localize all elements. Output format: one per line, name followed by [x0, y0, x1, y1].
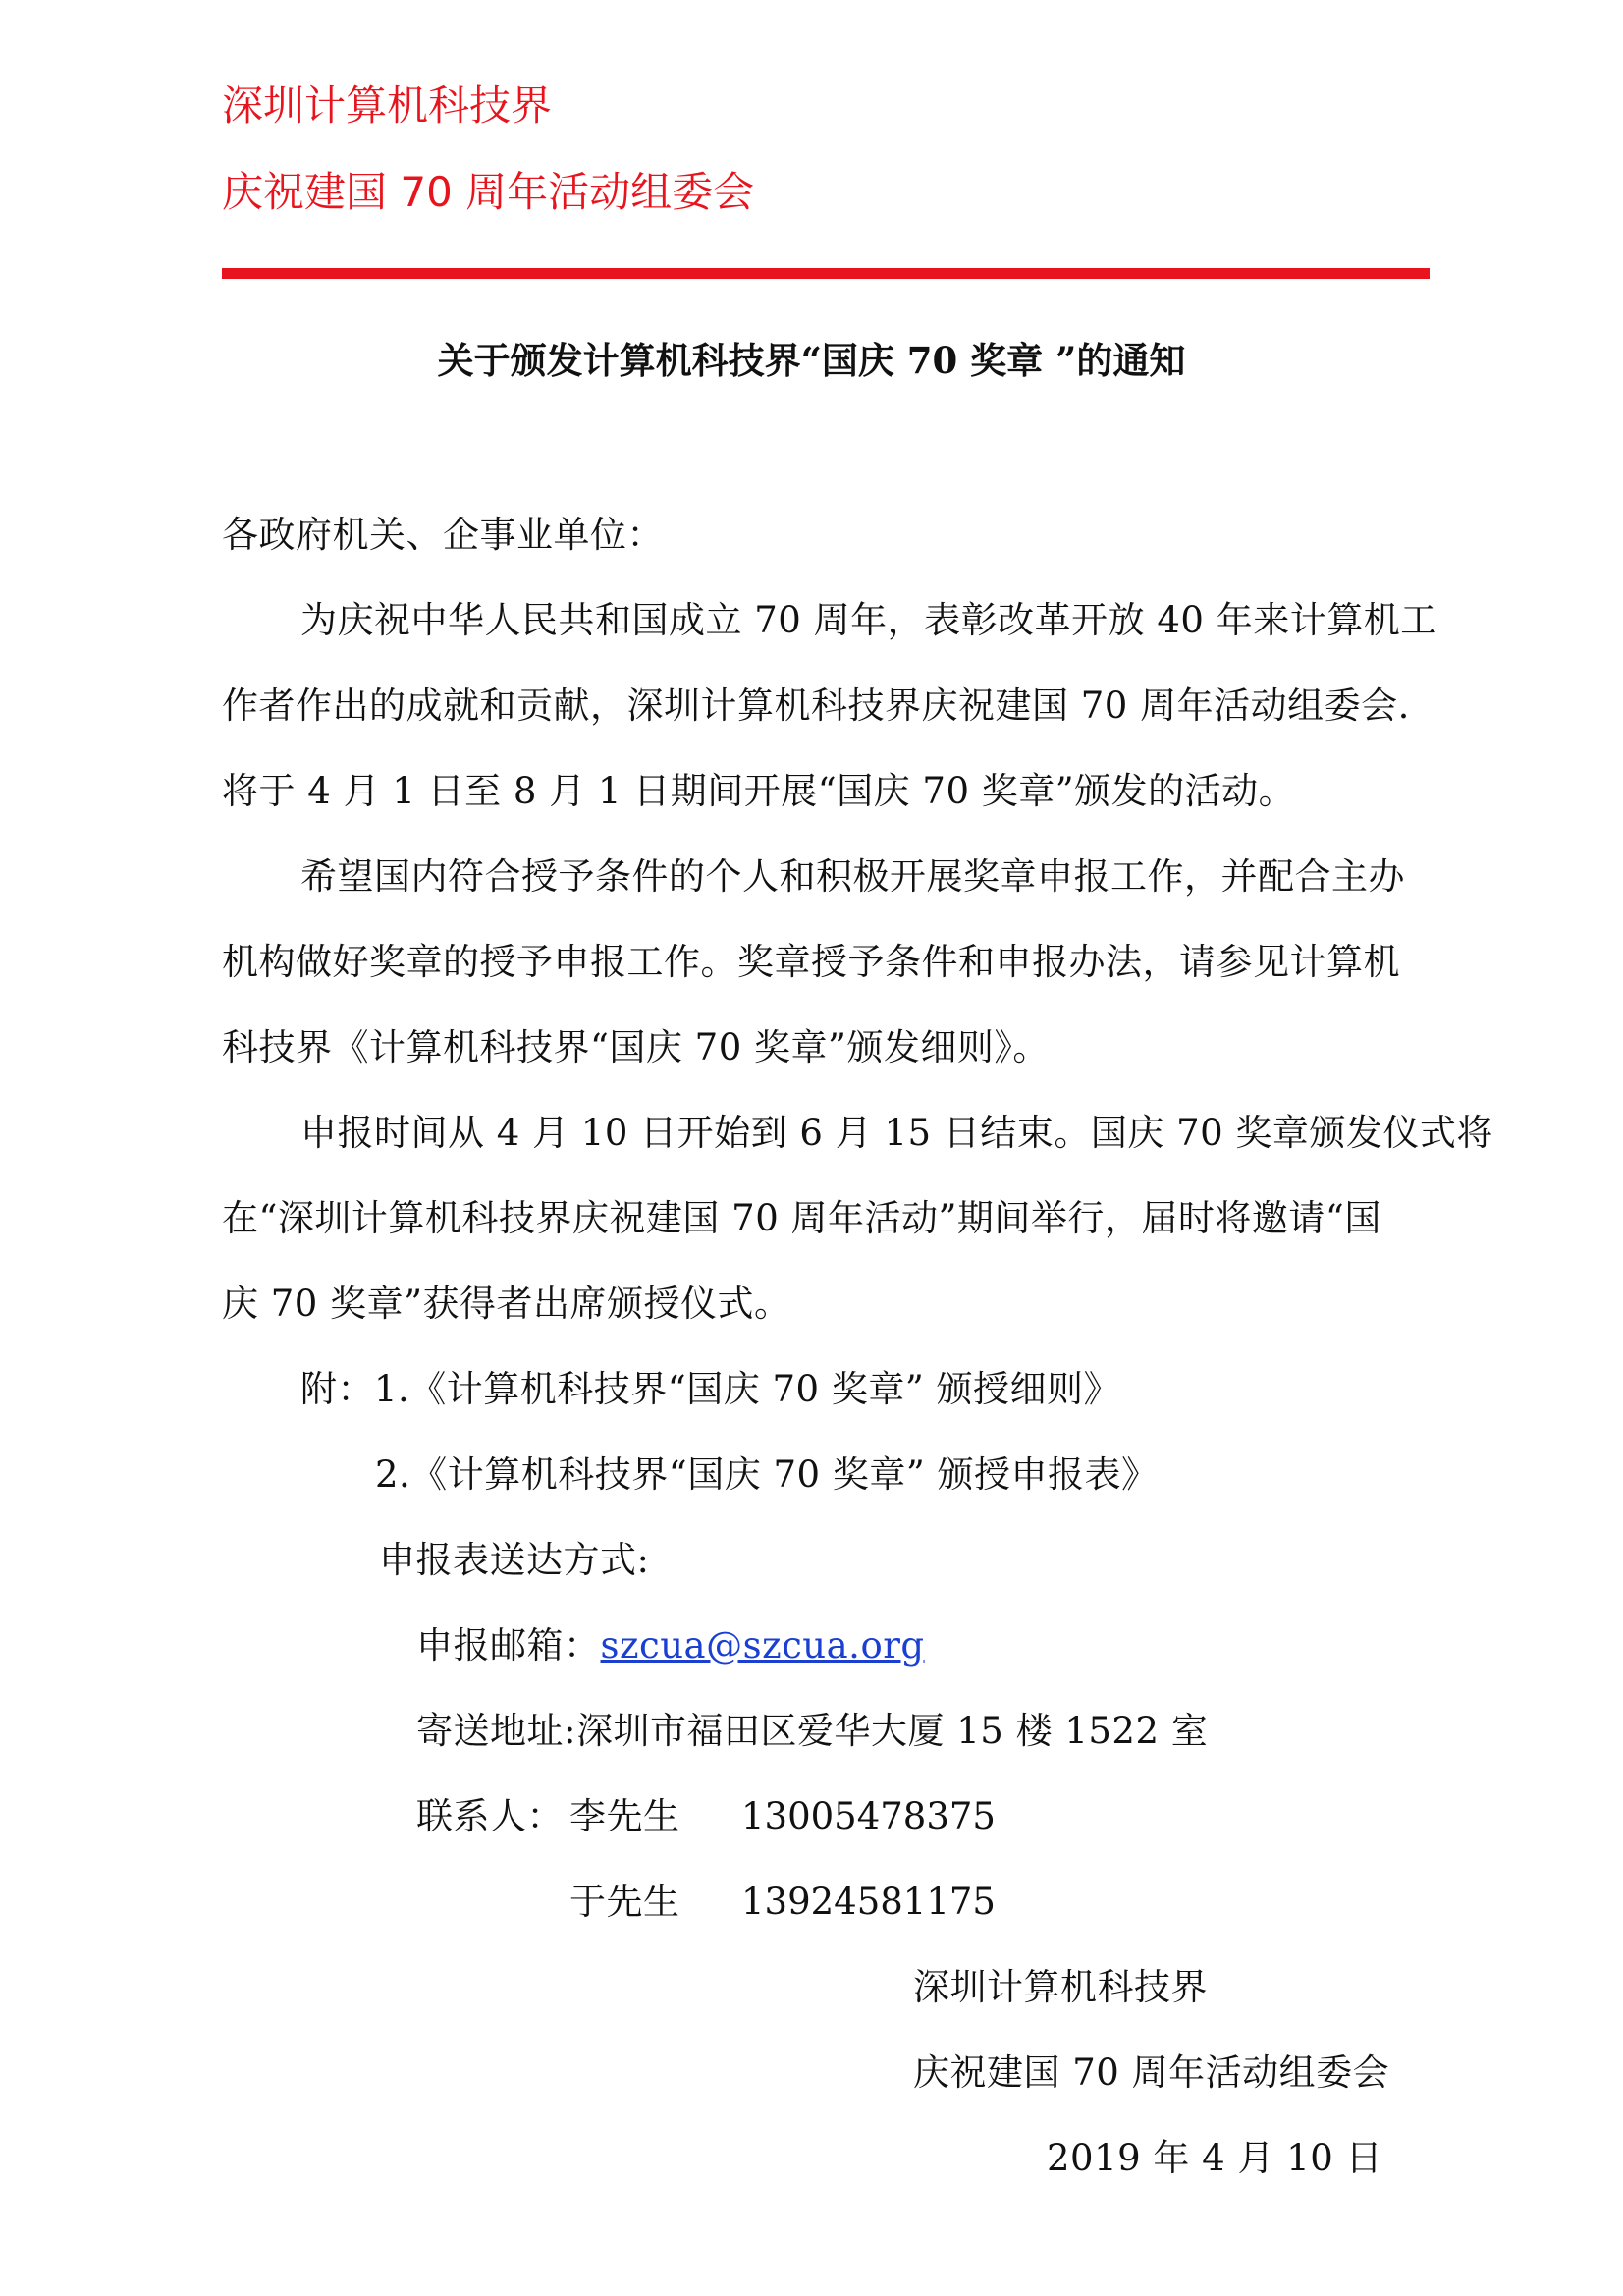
letterhead-org-line1: 深圳计算机科技界	[222, 82, 553, 130]
paragraph-3-line-1: 申报时间从 4 月 10 日开始到 6 月 15 日结束。国庆 70 奖章颁发仪式将	[300, 1112, 1493, 1154]
email-row	[416, 1621, 925, 1670]
email-label: 申报邮箱：	[416, 1624, 601, 1667]
paragraph-3-line-3: 庆 70 奖章”获得者出席颁授仪式。	[222, 1283, 791, 1325]
signature-org-line1: 深圳计算机科技界	[913, 1966, 1208, 2008]
paragraph-1-line-1: 为庆祝中华人民共和国成立 70 周年，表彰改革开放 40 年来计算机工	[300, 599, 1437, 641]
letterhead-divider	[222, 268, 1430, 279]
paragraph-1-line-3: 将于 4 月 1 日至 8 月 1 日期间开展“国庆 70 奖章”颁发的活动。	[222, 770, 1296, 812]
mailing-address: 寄送地址:深圳市福田区爱华大厦 15 楼 1522 室	[416, 1710, 1209, 1752]
signature-date: 2019 年 4 月 10 日	[1047, 2137, 1383, 2179]
paragraph-2-line-3: 科技界《计算机科技界“国庆 70 奖章”颁发细则》。	[222, 1026, 1050, 1068]
letterhead-org-line2: 庆祝建国 70 周年活动组委会	[222, 168, 755, 216]
contact-1-phone: 13005478375	[741, 1795, 996, 1837]
paragraph-2-line-2: 机构做好奖章的授予申报工作。奖章授予条件和申报办法，请参见计算机	[222, 941, 1400, 983]
paragraph-2-line-1: 希望国内符合授予条件的个人和积极开展奖章申报工作，并配合主办	[300, 855, 1405, 898]
contact-label: 联系人：	[416, 1795, 564, 1837]
contact-2-name: 于先生	[569, 1881, 680, 1923]
attachment-item-1: 附：1.《计算机科技界“国庆 70 奖章” 颁授细则》	[300, 1368, 1120, 1410]
email-link[interactable]: szcua@szcua.org	[600, 1624, 925, 1667]
notice-title: 关于颁发计算机科技界“国庆 70 奖章 ”的通知	[437, 339, 1186, 382]
paragraph-3-line-2: 在“深圳计算机科技界庆祝建国 70 周年活动”期间举行，届时将邀请“国	[222, 1197, 1381, 1239]
contact-2-phone: 13924581175	[741, 1881, 996, 1923]
attachment-item-2: 2.《计算机科技界“国庆 70 奖章” 颁授申报表》	[375, 1453, 1159, 1496]
submission-heading: 申报表送达方式:	[379, 1539, 650, 1581]
signature-org-line2: 庆祝建国 70 周年活动组委会	[913, 2051, 1390, 2094]
salutation: 各政府机关、企事业单位：	[222, 514, 664, 556]
paragraph-1-line-2: 作者作出的成就和贡献，深圳计算机科技界庆祝建国 70 周年活动组委会.	[222, 684, 1410, 727]
contact-1-name: 李先生	[569, 1795, 680, 1837]
